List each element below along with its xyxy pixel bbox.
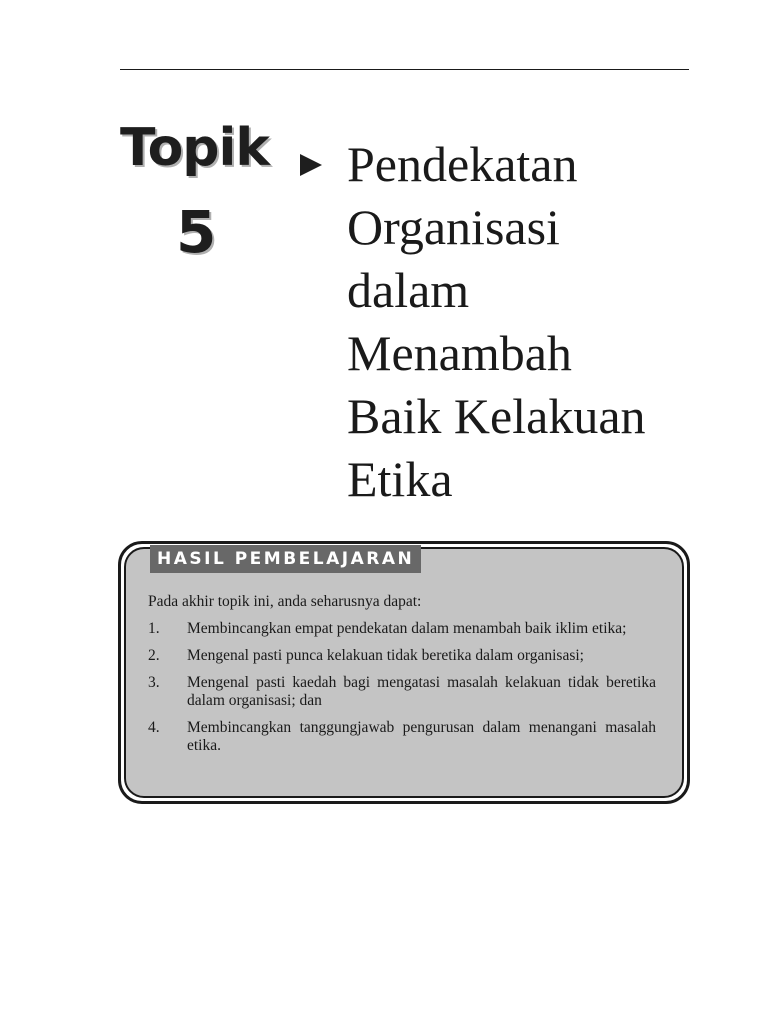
title-line: Pendekatan [347, 136, 578, 192]
list-item-number: 2. [148, 647, 160, 664]
title-line: Organisasi [347, 199, 560, 255]
list-item-text: Membincangkan tanggungjawab pengurusan dalam menangani masalah etika. [187, 719, 656, 754]
list-item [148, 674, 656, 710]
top-rule [120, 69, 689, 70]
list-item-number: 4. [148, 719, 160, 736]
list-item-number: 3. [148, 674, 160, 691]
title-line: Etika [347, 451, 453, 507]
topic-number: 5 [176, 198, 217, 266]
list-item-text: Membincangkan empat pendekatan dalam menambah baik iklim etika; [187, 620, 627, 637]
title-line: Baik Kelakuan [347, 388, 646, 444]
list-item [148, 719, 656, 755]
triangle-right-icon [300, 154, 322, 176]
learning-outcomes-intro: Pada akhir topik ini, anda seharusnya dapat: [148, 593, 422, 610]
list-item-number: 1. [148, 620, 160, 637]
topic-label: Topik [120, 118, 269, 178]
title-line: dalam [347, 262, 470, 318]
list-item [148, 620, 656, 638]
list-item [148, 647, 656, 665]
list-item-text: Mengenal pasti kaedah bagi mengatasi masalah kelakuan tidak beretika dalam organisasi; dan [187, 674, 656, 709]
learning-outcomes-list [148, 620, 656, 764]
chapter-title [347, 133, 707, 511]
learning-outcomes-heading: HASIL PEMBELAJARAN [150, 545, 421, 573]
list-item-text: Mengenal pasti punca kelakuan tidak beretika dalam organisasi; [187, 647, 584, 664]
title-line: Menambah [347, 325, 572, 381]
